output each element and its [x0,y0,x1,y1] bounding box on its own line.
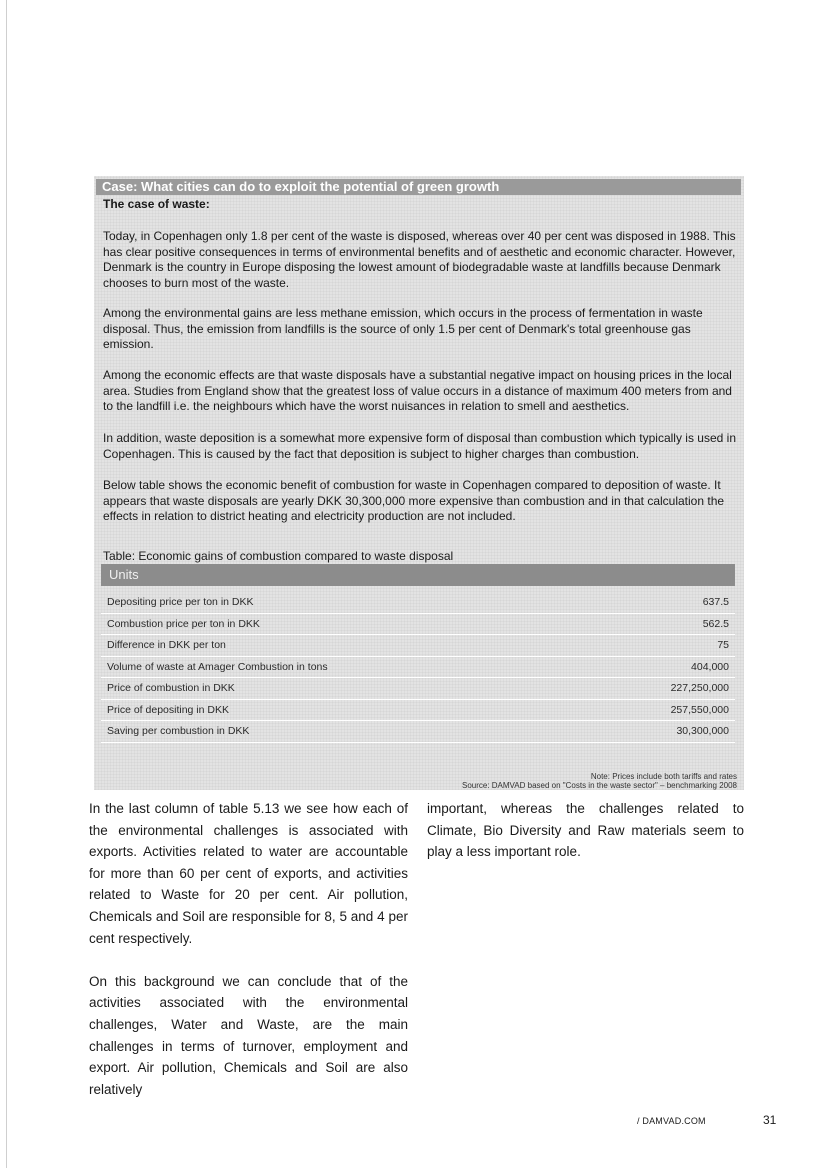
case-paragraph-3: Among the economic effects are that waste disposals have a substantial negative impact on housing prices in the local area. Studies from England show that the greatest loss of value occurs in a distance of maximum 400 meters from and to the landfill i.e. the neighbours which have the worst nuisances in relation to smell and aesthetics. [103,368,732,413]
row-label: Saving per combustion in DKK [107,725,250,738]
gains-table [101,564,735,743]
table-header: Units [101,564,735,586]
row-value: 227,250,000 [670,682,729,695]
case-paragraph-2: Among the environmental gains are less methane emission, which occurs in the process of fermentation in waste disposal. Thus, the emission from landfills is the source of only 1.5 per cent of Denmark's total greenhouse gas emission. [103,306,703,351]
left-column [89,798,408,1122]
case-box-header: Case: What cities can do to exploit the potential of green growth [96,179,741,195]
row-value: 637.5 [702,596,729,609]
right-paragraph-1: important, whereas the challenges related to Climate, Bio Diversity and Raw materials seem to play a less important role. [427,801,744,860]
row-value: 257,550,000 [670,703,729,716]
row-label: Price of depositing in DKK [107,703,229,716]
table-row [101,657,735,679]
table-row [101,700,735,722]
case-paragraph-4: In addition, waste deposition is a somewhat more expensive form of disposal than combustion which typically is used in Copenhagen. This is caused by the fact that deposition is subject to higher charges than combustion. [103,431,736,461]
row-label: Combustion price per ton in DKK [107,617,260,630]
case-paragraph-5: Below table shows the economic benefit of combustion for waste in Copenhagen compared to deposition of waste. It appears that waste disposals are yearly DKK 30,300,000 more expensive than combustion and in that calculation the effects in relation to district heating and electricity production are not included. [103,478,725,523]
table-row [101,721,735,743]
table-row [101,592,735,614]
table-row [101,614,735,636]
footer-site: / DAMVAD.COM [637,1116,706,1126]
table-row [101,678,735,700]
row-value: 30,300,000 [676,725,729,738]
row-label: Depositing price per ton in DKK [107,596,254,609]
case-paragraph-1: Today, in Copenhagen only 1.8 per cent of the waste is disposed, whereas over 40 per cent was disposed in 1988. This has clear positive consequences in terms of environmental benefits and of aesthetic and economic character. However, Denmark is the country in Europe disposing the lowest amount of biodegradable waste at landfills because Denmark chooses to burn most of the waste. [103,229,736,290]
row-value: 562.5 [702,617,729,630]
left-paragraph-1: In the last column of table 5.13 we see how each of the environmental challenges is associated with exports. Activities related to water are accountable for more than 60 per cent of exports, and activities related to Waste for 20 per cent. Air pollution, Chemicals and Soil are responsible for 8, 5 and 4 per cent respectively. [89,801,408,946]
case-box-subtitle: The case of waste: [103,197,210,211]
table-note: Note: Prices include both tariffs and rates [590,772,737,781]
page-number: 31 [763,1113,777,1127]
scan-edge-line [6,0,7,1168]
left-paragraph-2: On this background we can conclude that of the activities associated with the environmental challenges, Water and Waste, are the main challenges in terms of turnover, employment and export. Air pollution, Chemicals and Soil are also relatively [89,973,408,1097]
row-label: Volume of waste at Amager Combustion in tons [107,660,328,673]
row-value: 75 [717,639,729,652]
right-column [427,798,744,884]
table-caption: Table: Economic gains of combustion compared to waste disposal [103,549,454,563]
table-source: Source: DAMVAD based on "Costs in the waste sector" – benchmarking 2008 [461,781,737,790]
table-row [101,635,735,657]
row-value: 404,000 [691,660,729,673]
row-label: Difference in DKK per ton [107,639,226,652]
row-label: Price of combustion in DKK [107,682,235,695]
